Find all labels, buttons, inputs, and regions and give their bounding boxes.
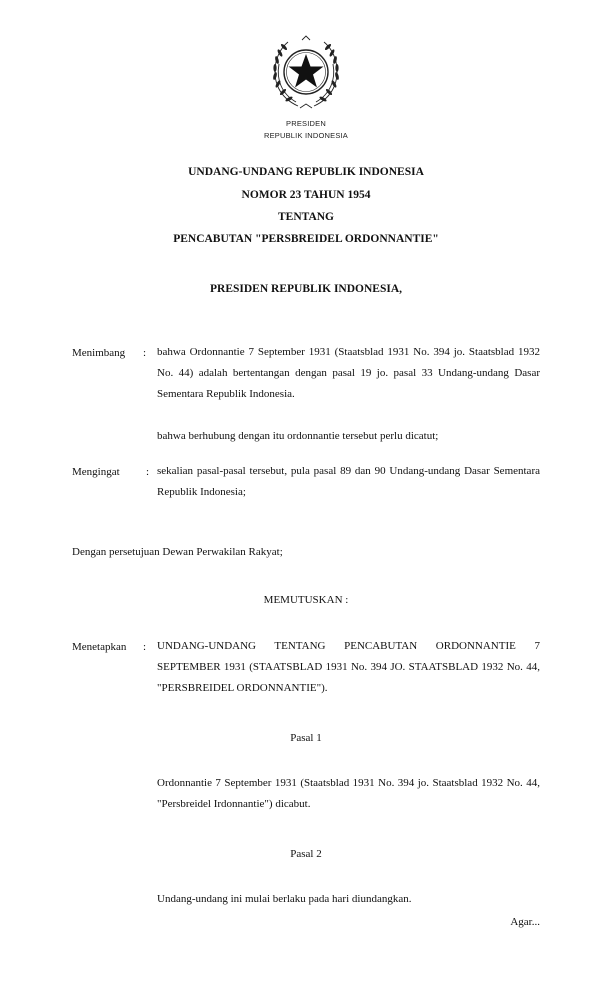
menetapkan-label: Menetapkan bbox=[72, 641, 127, 653]
pasal-2-heading: Pasal 2 bbox=[290, 848, 322, 860]
menimbang-point-a: bahwa Ordonnantie 7 September 1931 (Staatsblad 1931 No. 394 jo. Staatsblad 1932 No. 44) adalah bertentangan dengan pasal 19 jo. pasal 33 Undang-undang Dasar Sementara Republik Indonesia. bbox=[157, 346, 540, 400]
menimbang-colon: : bbox=[143, 347, 147, 359]
menimbang-point-b: bahwa berhubung dengan itu ordonnantie tersebut perlu dicatut; bbox=[157, 430, 439, 442]
law-subject: PENCABUTAN "PERSBREIDEL ORDONNANTIE" bbox=[173, 233, 439, 245]
pasal-2-text: Undang-undang ini mulai berlaku pada hari diundangkan. bbox=[157, 893, 412, 905]
menimbang-label: Menimbang bbox=[72, 347, 126, 359]
seal-caption-line2: REPUBLIK INDONESIA bbox=[263, 131, 349, 140]
law-number: NOMOR 23 TAHUN 1954 bbox=[241, 189, 371, 201]
menetapkan-text: UNDANG-UNDANG TENTANG PENCABUTAN ORDONNANTIE 7 SEPTEMBER 1931 (STAATSBLAD 1931 No. 394 JO. STAATSBLAD 1932 No. 44, "PERSBREIDEL ORDONNANTIE"). bbox=[157, 640, 540, 694]
garuda-seal-star-icon bbox=[266, 32, 346, 112]
law-title-line1: UNDANG-UNDANG REPUBLIK INDONESIA bbox=[188, 166, 424, 178]
president-heading: PRESIDEN REPUBLIK INDONESIA, bbox=[209, 283, 403, 295]
seal-caption-line1: PRESIDEN bbox=[286, 119, 326, 128]
memutuskan-heading: MEMUTUSKAN : bbox=[263, 594, 349, 606]
persetujuan-text: Dengan persetujuan Dewan Perwakilan Rakyat; bbox=[72, 546, 283, 558]
menetapkan-colon: : bbox=[143, 641, 147, 653]
continuation-marker: Agar... bbox=[510, 916, 540, 928]
pasal-1-heading: Pasal 1 bbox=[290, 732, 322, 744]
mengingat-colon: : bbox=[146, 466, 150, 478]
mengingat-label: Mengingat bbox=[72, 466, 120, 478]
pasal-1-text: Ordonnantie 7 September 1931 (Staatsblad 1931 No. 394 jo. Staatsblad 1932 No. 44, "Persbreidel Irdonnantie") dicabut. bbox=[157, 777, 540, 810]
mengingat-text: sekalian pasal-pasal tersebut, pula pasal 89 dan 90 Undang-undang Dasar Sementara Republik Indonesia; bbox=[157, 465, 540, 498]
law-tentang: TENTANG bbox=[277, 211, 335, 223]
